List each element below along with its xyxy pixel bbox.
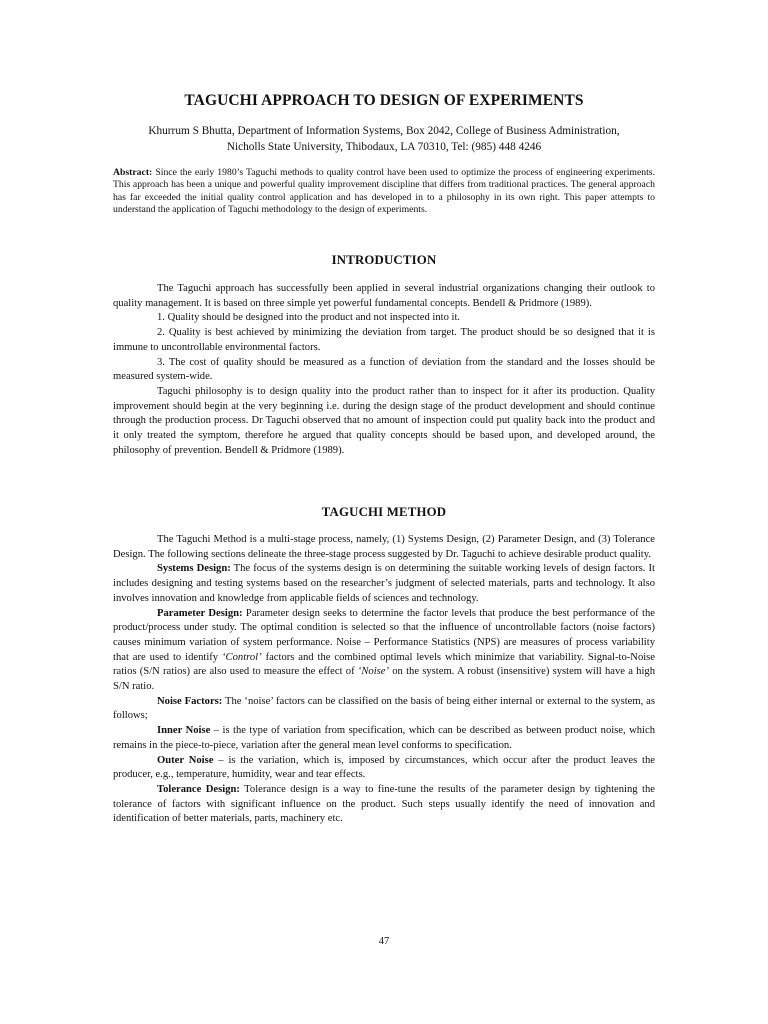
noise-term: ‘Noise’ (357, 666, 390, 678)
abstract-label: Abstract: (113, 167, 153, 178)
inner-noise-text: – is the type of variation from specification, which can be described as between product noise, which remains in the piece-to-piece, variation after the general mean level conforms to specification. (113, 725, 656, 751)
parameter-design-text-3: on the system. A robust (insensitive) system will have a high S/N ratio. (113, 666, 655, 693)
parameter-design-text-1: Parameter design seeks to determine the factor levels that produce the best performance of the product/process under study. The optimal condition is selected so that the influence of uncontrollable factors (noise factors) causes minimum variation of system performance. Noise – Performance Statistics (NPS) are measures of process variability that are used to identify (113, 607, 655, 663)
systems-design-paragraph (113, 562, 655, 606)
abstract-text: Since the early 1980’s Taguchi methods to quality control have been used to optimize the process of engineering experiments. This approach has been a unique and powerful quality improvement discipline that differs from traditional practices. The general approach has far exceeded the initial quality control application and has developed in to a philosophy in its own right. This paper attempts to understand the application of Taguchi methodology to the design of experiments. (113, 167, 655, 216)
intro-list-item-2: 2. Quality is best achieved by minimizing the deviation from target. The product should be so designed that it is immune to uncontrollable environmental factors. (113, 327, 655, 353)
author-line-2: Nicholls State University, Thibodaux, LA 70310, Tel: (985) 448 4246 (226, 140, 542, 153)
introduction-heading: INTRODUCTION (331, 253, 437, 267)
outer-noise-paragraph (113, 754, 655, 783)
outer-noise-label: Outer Noise (157, 754, 214, 766)
outer-noise-text: – is the variation, which is, imposed by circumstances, which occur after the product leaves the producer, e.g., temperature, humidity, wear and tear effects. (113, 754, 655, 781)
tolerance-design-label: Tolerance Design: (157, 783, 240, 795)
author-affiliation (90, 124, 678, 155)
abstract (113, 167, 655, 217)
page-number: 47 (378, 936, 390, 947)
method-section (113, 533, 655, 827)
introduction-section (113, 282, 655, 458)
taguchi-method-heading: TAGUCHI METHOD (321, 505, 447, 519)
intro-paragraph-2: Taguchi philosophy is to design quality into the product rather than to inspect for it after its production. Quality improvement should begin at the very beginning i.e. during the design stage of the product development and should continue through the production process. Dr Taguchi observed that no amount of inspection could put quality back into the product and it only treated the symptom, therefore he argued that quality concepts should be based upon, and developed around, the philosophy of prevention. Bendell & Pridmore (1989). (113, 385, 655, 456)
author-line-1: Khurrum S Bhutta, Department of Information Systems, Box 2042, College of Business Administration, (148, 125, 620, 137)
noise-factors-text: The ‘noise’ factors can be classified on the basis of being either internal or external to the system, as follows; (113, 695, 655, 722)
systems-design-label: Systems Design: (157, 563, 231, 575)
paper-title: TAGUCHI APPROACH TO DESIGN OF EXPERIMENTS (184, 92, 584, 109)
tolerance-design-paragraph (113, 783, 655, 827)
control-term: ‘Control’ (222, 651, 262, 663)
inner-noise-paragraph (113, 724, 655, 753)
intro-list-item-3: 3. The cost of quality should be measured as a function of deviation from the standard and the losses should be measured system-wide. (113, 356, 655, 383)
systems-design-text: The focus of the systems design is on determining the suitable working levels of design factors. It includes designing and testing systems based on the researcher’s judgment of selected materials, parts and technology. It also involves innovation and knowledge from applicable fields of sciences and technology. (113, 563, 655, 604)
intro-paragraph-1: The Taguchi approach has successfully been applied in several industrial organizations changing their outlook to quality management. It is based on three simple yet powerful fundamental concepts. Bendell & Pridmore (1989). (113, 283, 655, 309)
noise-factors-paragraph (113, 695, 655, 724)
parameter-design-text-2: factors and the combined optimal levels which minimize that variability. Signal-to-Noise ratios (S/N ratios) are also used to measure the effect of (113, 651, 656, 678)
noise-factors-label: Noise Factors: (157, 695, 223, 707)
tolerance-design-text: Tolerance design is a way to fine-tune the results of the parameter design by tightening the tolerance of factors with significant influence on the product. Such steps usually identify the need of innovation and identification of better materials, parts, machinery etc. (113, 783, 655, 825)
method-paragraph-1: The Taguchi Method is a multi-stage process, namely, (1) Systems Design, (2) Parameter Design, and (3) Tolerance Design. The following sections delineate the three-stage process suggested by Dr. Taguchi to achieve desirable product quality. (113, 534, 655, 560)
parameter-design-label: Parameter Design: (157, 607, 243, 619)
inner-noise-label: Inner Noise (157, 725, 211, 737)
intro-list-item-1: 1. Quality should be designed into the product and not inspected into it. (157, 312, 461, 324)
parameter-design-paragraph (113, 607, 655, 695)
